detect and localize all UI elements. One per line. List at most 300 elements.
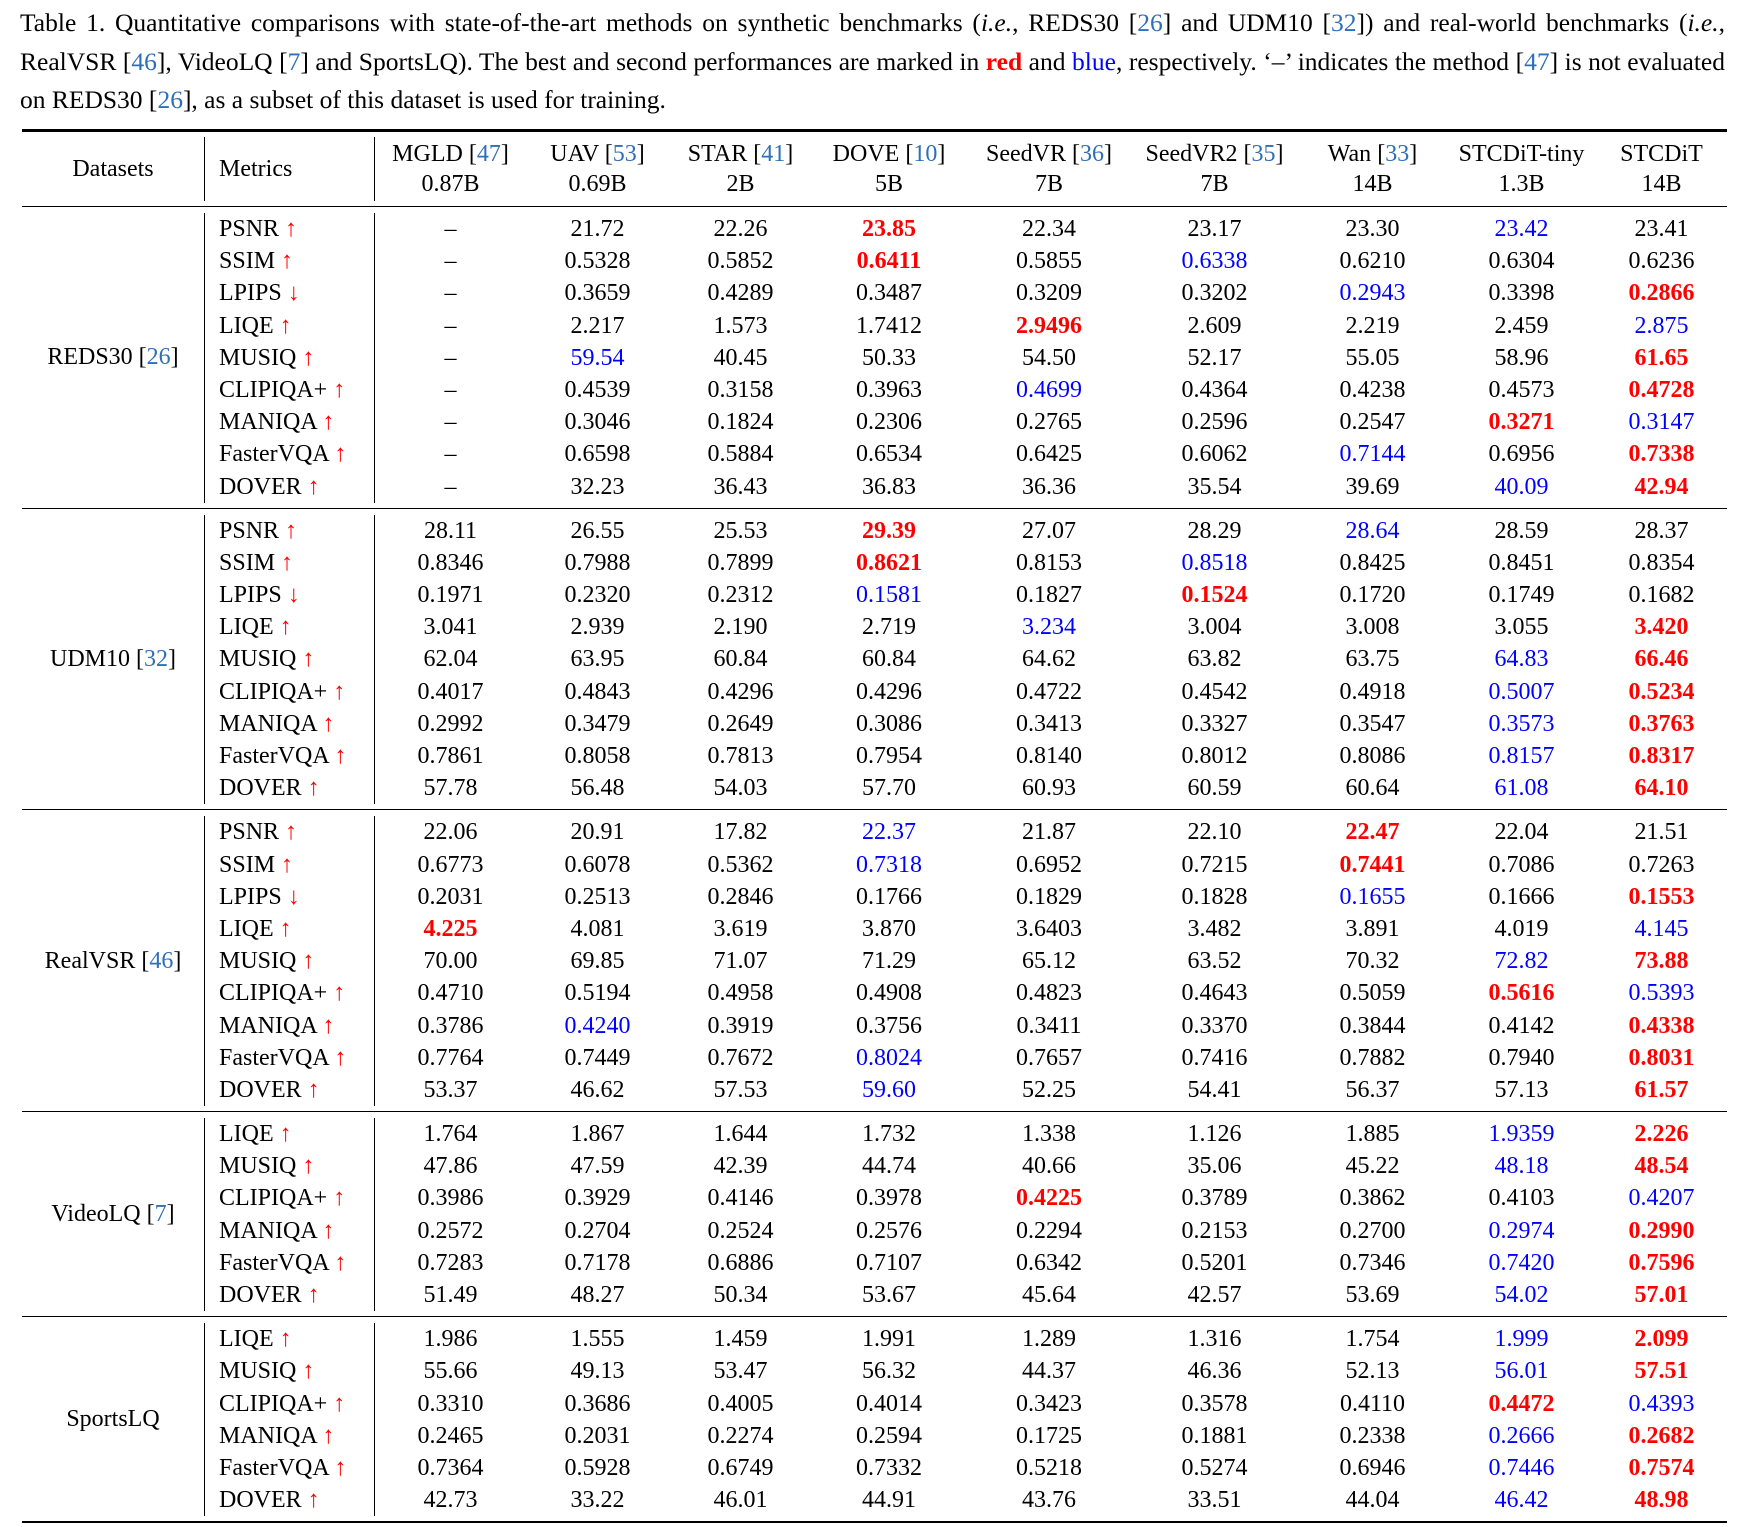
arrow-up-icon: ↑ [334,1044,347,1071]
value-cell: 54.03 [713,775,768,802]
value-cell: 0.1581 [856,582,922,609]
method-name: STAR [687,141,748,167]
arrow-up-icon: ↑ [333,980,346,1007]
value-cell: 2.219 [1345,312,1400,339]
table-row [205,1150,1728,1182]
value-cell: 0.4289 [707,280,774,307]
value-cell: 1.991 [862,1326,916,1353]
value-cell: 0.2990 [1628,1217,1695,1244]
value-cell: 0.7416 [1181,1044,1248,1071]
value-cell: 0.3963 [856,376,922,403]
metric-cell [205,849,375,881]
table-row [205,816,1728,848]
method-size: 7B [1200,171,1229,197]
value-cell: 0.5393 [1628,980,1695,1007]
value-cell: 0.3547 [1339,710,1406,737]
value-cell: 0.4240 [564,1012,631,1039]
value-cell: 22.47 [1345,819,1400,846]
value-cell: 59.54 [570,344,625,371]
value-cell: 60.59 [1187,775,1242,802]
value-cell: 48.18 [1494,1153,1549,1180]
value-cell: 0.6773 [417,851,484,878]
value-cell: 39.69 [1345,473,1400,500]
value-cell: 72.82 [1494,948,1549,975]
value-cell: 0.3327 [1181,710,1248,737]
value-cell: 0.5884 [707,441,774,468]
value-cell: – [444,344,457,371]
value-cell: 0.2992 [417,710,484,737]
arrow-up-icon: ↑ [334,441,347,468]
value-cell: 0.4238 [1339,376,1406,403]
value-cell: 60.84 [862,646,916,673]
dataset-label: REDS30 [ 26 ] [22,213,205,503]
value-cell: – [444,312,457,339]
value-cell: 0.1766 [856,883,922,910]
method-size: 7B [1034,171,1063,197]
metric-cell [205,881,375,913]
value-cell: 1.867 [570,1121,625,1148]
value-cell: 1.338 [1022,1121,1076,1148]
table-row [205,913,1728,945]
value-cell: 0.8346 [417,549,484,576]
value-cell: 40.45 [713,344,768,371]
value-cell: 71.29 [862,948,916,975]
value-cell: 0.3763 [1628,710,1695,737]
value-cell: 0.3573 [1488,710,1555,737]
metric-name: MANIQA [219,1217,317,1244]
value-cell: 0.7441 [1339,851,1406,878]
value-cell: 0.4017 [417,678,484,705]
value-cell: 0.6952 [1016,851,1082,878]
value-cell: 46.42 [1494,1487,1549,1514]
value-cell: 3.041 [423,614,478,641]
metric-cell [205,1420,375,1452]
caption-text: ] and UDM10 [ [1162,8,1332,37]
value-cell: 2.459 [1494,312,1549,339]
citation-link[interactable]: 46 [131,46,157,76]
citation-link[interactable]: 41 [761,141,786,167]
value-cell: 0.7215 [1181,851,1248,878]
value-cell: 0.8451 [1488,549,1555,576]
value-cell: 21.72 [570,216,625,242]
value-cell: 0.7364 [417,1454,484,1481]
dataset-name: VideoLQ [51,1201,141,1228]
value-cell: 0.8086 [1339,743,1406,769]
citation-link[interactable]: 47 [1524,46,1550,76]
metric-name: SSIM [219,851,276,878]
value-cell: 0.1666 [1488,883,1555,910]
metric-cell [205,1388,375,1420]
arrow-up-icon: ↑ [279,915,292,942]
value-cell: 0.2974 [1488,1217,1555,1244]
arrow-up-icon: ↑ [285,819,298,846]
value-cell: 59.60 [862,1076,916,1103]
method-name-line: UAV [53] [550,141,645,167]
method-header [526,139,669,199]
value-cell: 0.1824 [707,409,774,436]
metric-cell [205,245,375,277]
citation-link[interactable]: 36 [1080,141,1104,167]
metric-cell [205,1150,375,1182]
value-cell: 0.2031 [417,883,484,910]
value-cell: 63.82 [1187,646,1242,673]
value-cell: 0.2682 [1628,1422,1695,1449]
arrow-up-icon: ↑ [333,1390,346,1417]
datasets-header: Datasets [22,137,205,201]
method-size: 0.87B [421,171,480,197]
value-cell: 35.06 [1187,1153,1242,1180]
table-row [205,374,1728,406]
citation-link[interactable]: 46 [149,947,174,974]
table-row [205,406,1728,438]
value-cell: 52.13 [1345,1358,1400,1385]
metric-cell [205,1118,375,1150]
dataset-group [22,1112,1727,1317]
value-cell: 50.33 [862,344,916,371]
value-cell: 4.145 [1634,915,1689,942]
metric-cell [205,515,375,547]
metric-name: SSIM [219,549,276,576]
value-cell: 4.225 [423,915,478,942]
citation-link[interactable]: 7 [154,1201,167,1228]
value-cell: 0.2866 [1628,280,1695,307]
value-cell: 23.30 [1345,216,1400,242]
arrow-up-icon: ↑ [285,216,298,242]
value-cell: 3.234 [1022,614,1076,641]
table-row [205,1279,1728,1311]
value-cell: 0.8140 [1016,743,1082,769]
metric-cell [205,1215,375,1247]
value-cell: 0.4103 [1488,1185,1555,1212]
value-cell: 2.9496 [1016,312,1082,339]
value-cell: 0.1655 [1339,883,1406,910]
caption-text: , REDS30 [ [1012,8,1138,37]
value-cell: 22.34 [1022,216,1076,242]
value-cell: 36.83 [862,473,916,500]
value-cell: 1.644 [713,1121,768,1148]
value-cell: 0.7263 [1628,851,1695,878]
value-cell: 0.7596 [1628,1249,1695,1276]
value-cell: 52.25 [1022,1076,1076,1103]
value-cell: 0.7318 [856,851,922,878]
citation-link[interactable]: 47 [476,141,501,167]
value-cell: – [444,216,457,242]
dataset-label: UDM10 [ 32 ] [22,515,205,805]
value-cell: 0.6062 [1181,441,1248,468]
caption-text: red [985,46,1023,76]
value-cell: 69.85 [570,948,625,975]
metrics-header: Metrics [205,137,375,201]
value-cell: 63.52 [1187,948,1242,975]
value-cell: 0.7144 [1339,441,1406,468]
table-row [205,245,1728,277]
value-cell: 53.37 [423,1076,478,1103]
value-cell: 0.6749 [707,1454,774,1481]
value-cell: 4.081 [570,915,625,942]
results-table [22,129,1727,1523]
value-cell: 0.7446 [1488,1454,1555,1481]
metric-name: DOVER [219,775,302,802]
value-cell: 3.482 [1187,915,1242,942]
value-cell: 0.6598 [564,441,631,468]
metric-cell [205,740,375,772]
metric-name: LPIPS [219,280,282,307]
value-cell: 3.004 [1187,614,1242,641]
citation-link[interactable]: 7 [287,46,301,76]
value-cell: 0.4542 [1181,678,1248,705]
value-cell: 0.3209 [1016,280,1082,307]
value-cell: 1.885 [1345,1121,1400,1148]
value-cell: 20.91 [570,819,625,846]
value-cell: 0.5616 [1488,980,1555,1007]
value-cell: 0.2547 [1339,409,1406,436]
value-cell: 0.4472 [1488,1390,1555,1417]
value-cell: – [444,280,457,307]
value-cell: 17.82 [713,819,768,846]
method-name: DOVE [832,141,900,167]
metric-name: DOVER [219,1076,302,1103]
table-body [22,207,1727,1523]
table-row [205,471,1728,503]
arrow-up-icon: ↑ [281,549,294,576]
metric-cell [205,1452,375,1484]
method-name-line: SeedVR [36] [986,141,1112,167]
value-cell: 3.008 [1345,614,1400,641]
method-header [812,139,966,199]
metric-name: PSNR [219,216,280,242]
value-cell: 2.875 [1634,312,1689,339]
value-cell: 0.3919 [707,1012,774,1039]
value-cell: 0.8621 [856,549,922,576]
value-cell: 60.93 [1022,775,1076,802]
value-cell: 0.7338 [1628,441,1695,468]
value-cell: 48.98 [1634,1487,1689,1514]
table-row [205,676,1728,708]
value-cell: 46.36 [1187,1358,1242,1385]
value-cell: 0.3786 [417,1012,484,1039]
metric-cell [205,772,375,804]
value-cell: 0.3978 [856,1185,922,1212]
method-header [669,139,812,199]
citation-link[interactable]: 35 [1251,141,1276,167]
table-row [205,1118,1728,1150]
metric-cell [205,277,375,309]
metric-name: FasterVQA [219,1454,329,1481]
value-cell: 1.459 [713,1326,768,1353]
value-cell: 0.4393 [1628,1390,1695,1417]
value-cell: 1.764 [423,1121,478,1148]
value-cell: 0.2704 [564,1217,631,1244]
value-cell: 32.23 [570,473,625,500]
arrow-up-icon: ↑ [281,248,294,275]
value-cell: 0.6411 [856,248,922,275]
value-cell: 4.019 [1494,915,1549,942]
method-name: SeedVR [986,141,1066,167]
value-cell: 0.1881 [1181,1422,1248,1449]
metric-name: PSNR [219,819,280,846]
metric-cell [205,547,375,579]
citation-link[interactable]: 26 [146,344,171,371]
method-size: 5B [874,171,903,197]
metric-name: DOVER [219,473,302,500]
value-cell: 3.891 [1345,915,1400,942]
value-cell: 0.3202 [1181,280,1248,307]
value-cell: 0.1828 [1181,883,1248,910]
metric-name: CLIPIQA+ [219,1390,328,1417]
metric-cell [205,310,375,342]
method-header [1132,139,1297,199]
arrow-up-icon: ↑ [302,1153,315,1180]
value-cell: 0.3086 [856,710,922,737]
value-cell: 0.2320 [564,582,631,609]
value-cell: 0.4728 [1628,376,1695,403]
value-cell: 22.37 [862,819,916,846]
metric-name: FasterVQA [219,441,329,468]
value-cell: 2.609 [1187,312,1242,339]
value-cell: 0.8518 [1181,549,1248,576]
value-cell: 3.6403 [1016,915,1082,942]
metric-name: DOVER [219,1487,302,1514]
value-cell: 0.3578 [1181,1390,1248,1417]
caption-text: ] and SportsLQ). The best and second performances are marked in [300,46,986,76]
value-cell: 47.59 [570,1153,625,1180]
value-cell: 0.8031 [1628,1044,1695,1071]
value-cell: 0.2524 [707,1217,774,1244]
table-row [205,1452,1728,1484]
arrow-up-icon: ↑ [334,1454,347,1481]
value-cell: 0.5201 [1181,1249,1248,1276]
metric-name: LPIPS [219,883,282,910]
value-cell: 0.6078 [564,851,631,878]
value-cell: – [444,473,457,500]
value-cell: 0.4207 [1628,1185,1695,1212]
metric-name: LPIPS [219,582,282,609]
value-cell: 0.7764 [417,1044,484,1071]
value-cell: 0.2765 [1016,409,1082,436]
value-cell: 42.94 [1634,473,1689,500]
method-size: 2B [726,171,755,197]
table-row [205,1388,1728,1420]
value-cell: 71.07 [713,948,768,975]
dataset-label: VideoLQ [ 7 ] [22,1118,205,1311]
value-cell: 3.870 [862,915,916,942]
value-cell: 0.3756 [856,1012,922,1039]
method-size: 1.3B [1498,171,1545,197]
value-cell: 0.7283 [417,1249,484,1276]
value-cell: 42.73 [423,1487,478,1514]
value-cell: 0.8425 [1339,549,1406,576]
value-cell: 64.62 [1022,646,1076,673]
metric-name: MANIQA [219,1012,317,1039]
arrow-up-icon: ↑ [281,851,294,878]
value-cell: – [444,441,457,468]
metric-name: PSNR [219,517,280,544]
metric-name: FasterVQA [219,743,329,769]
value-cell: 0.4005 [707,1390,774,1417]
value-cell: 57.70 [862,775,916,802]
metric-cell [205,643,375,675]
method-name: SeedVR2 [1145,141,1238,167]
value-cell: 0.5234 [1628,678,1695,705]
value-cell: 0.6956 [1488,441,1555,468]
metric-name: LIQE [219,1326,274,1353]
metric-cell [205,708,375,740]
value-cell: 0.6886 [707,1249,774,1276]
method-header [1297,139,1448,199]
value-cell: 0.6236 [1628,248,1695,275]
citation-link[interactable]: 26 [157,85,183,114]
value-cell: 1.999 [1494,1326,1549,1353]
arrow-up-icon: ↑ [333,376,346,403]
citation-link[interactable]: 33 [1385,141,1410,167]
value-cell: 0.8157 [1488,743,1555,769]
citation-link[interactable]: 32 [144,646,168,673]
arrow-up-icon: ↑ [307,1487,320,1514]
metric-name: CLIPIQA+ [219,1185,328,1212]
value-cell: 46.01 [713,1487,768,1514]
arrow-up-icon: ↑ [322,710,335,737]
value-cell: 45.22 [1345,1153,1400,1180]
value-cell: 0.3862 [1339,1185,1406,1212]
value-cell: 23.85 [862,216,916,242]
table-row [205,438,1728,470]
value-cell: 0.2700 [1339,1217,1406,1244]
value-cell: 0.3789 [1181,1185,1248,1212]
table-row [205,1074,1728,1106]
value-cell: 50.34 [713,1282,768,1308]
caption-text: , respectively. ‘–’ indicates the method [ [1115,46,1525,76]
value-cell: 0.7988 [564,549,631,576]
value-cell: 0.3929 [564,1185,631,1212]
metric-cell [205,1042,375,1074]
metric-cell [205,579,375,611]
value-cell: 0.3147 [1628,409,1695,436]
value-cell: 0.4225 [1016,1185,1082,1212]
method-size: 0.69B [568,171,627,197]
metric-name: LIQE [219,614,274,641]
table-row [205,772,1728,804]
value-cell: 0.2465 [417,1422,484,1449]
method-name-line: DOVE [10] [832,141,946,167]
metric-name: FasterVQA [219,1044,329,1071]
value-cell: 2.099 [1634,1326,1689,1353]
metric-cell [205,1323,375,1355]
value-cell: 28.64 [1345,517,1400,544]
citation-link[interactable]: 53 [612,141,637,167]
table-caption [20,4,1725,120]
caption-text: i.e. [980,8,1013,37]
value-cell: 0.4146 [707,1185,774,1212]
value-cell: 56.32 [862,1358,916,1385]
metric-cell [205,676,375,708]
value-cell: 63.95 [570,646,625,673]
value-cell: 47.86 [423,1153,478,1180]
value-cell: 0.1749 [1488,582,1555,609]
value-cell: 58.96 [1494,344,1549,371]
citation-link[interactable]: 10 [913,141,938,167]
citation-link[interactable]: 32 [1331,8,1357,37]
caption-text: i.e. [1687,8,1719,37]
table-row [205,740,1728,772]
citation-link[interactable]: 26 [1137,8,1163,37]
value-cell: 70.32 [1345,948,1400,975]
value-cell: 0.2649 [707,710,774,737]
value-cell: 0.7574 [1628,1454,1695,1481]
value-cell: 28.59 [1494,517,1549,544]
value-cell: 0.2596 [1181,409,1248,436]
arrow-up-icon: ↑ [307,1282,320,1308]
value-cell: 0.7420 [1488,1249,1555,1276]
